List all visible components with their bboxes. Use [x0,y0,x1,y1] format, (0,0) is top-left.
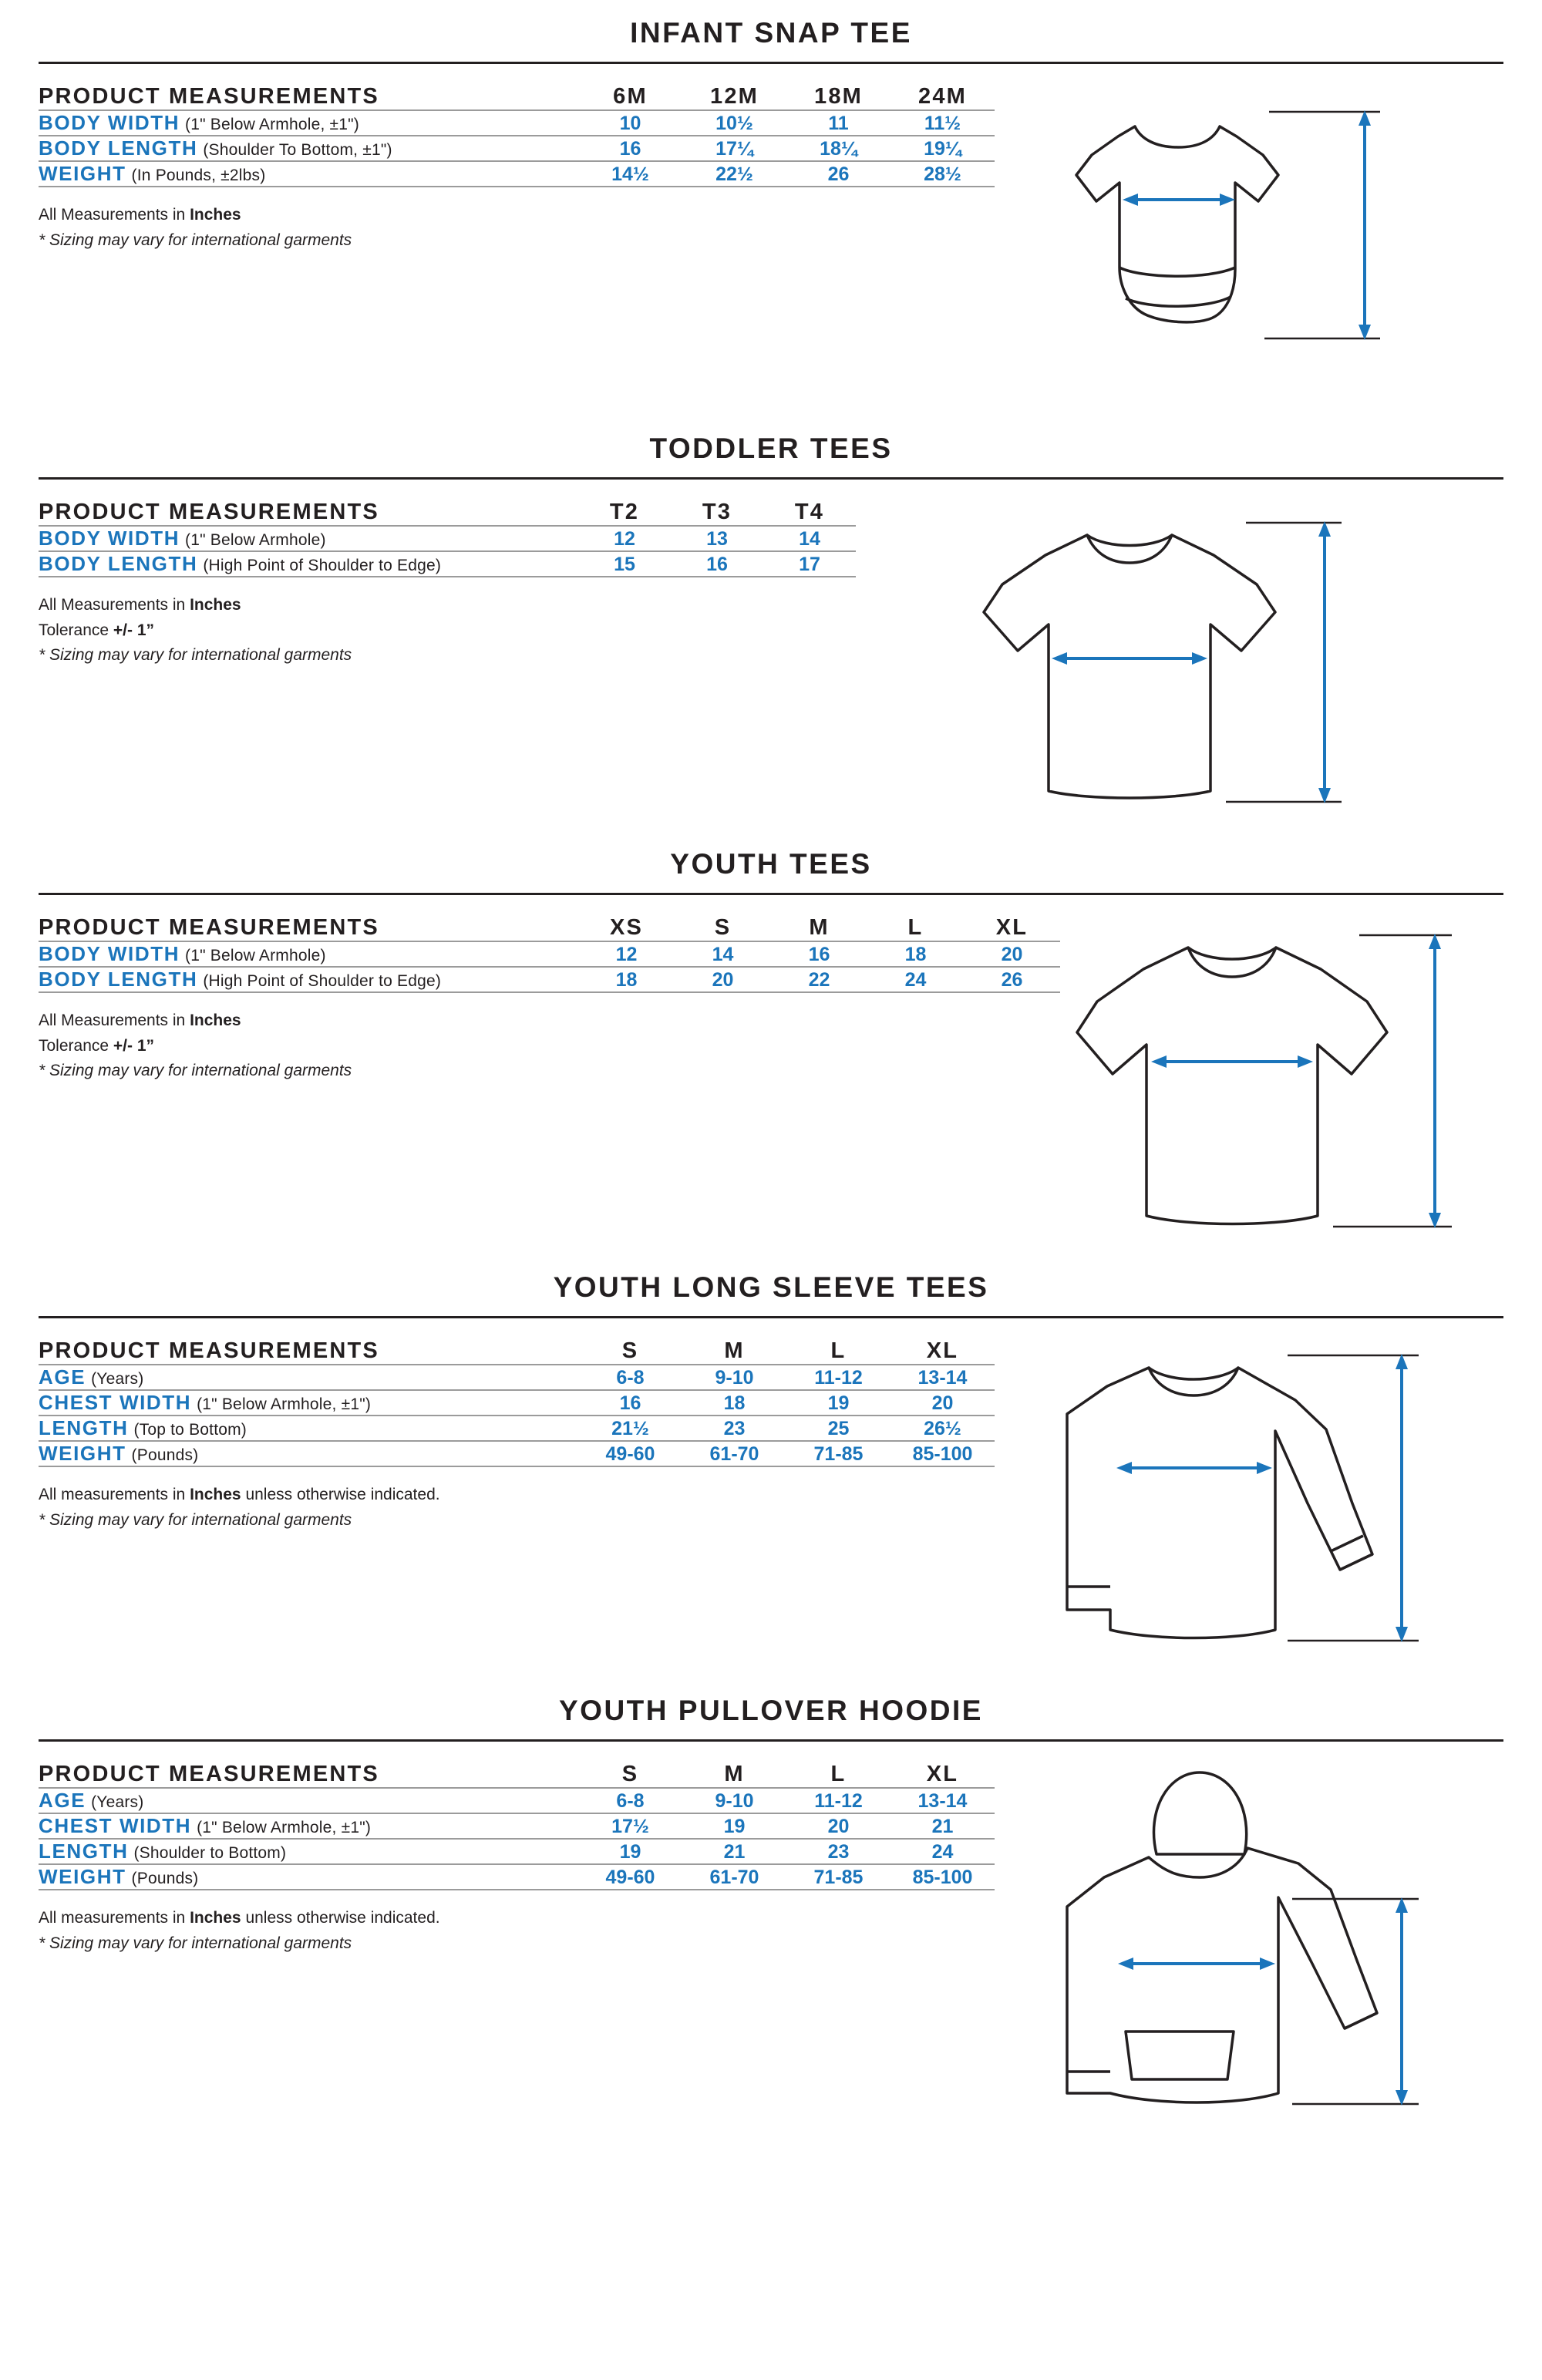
measurement-label [39,526,578,551]
size-column-header: 18M [813,84,863,109]
measurement-value: 21½ [578,1416,682,1441]
measurement-value: 11 [786,110,891,136]
table-row [39,551,856,577]
note-text: All measurements in [39,1909,190,1927]
table-row [39,941,1060,967]
measurement-note: (1" Below Armhole, ±1") [197,1395,372,1413]
measurement-name: BODY LENGTH [39,552,198,575]
size-section [39,1254,1503,1678]
measurement-value: 19 [786,1390,891,1416]
measurement-value: 24 [867,967,964,992]
section-notes [39,1890,995,1956]
measurement-value: 28½ [891,161,995,187]
measurement-name: BODY LENGTH [39,136,198,160]
measurement-label [39,1839,578,1864]
measurement-label [39,551,578,577]
table-row [39,1839,995,1864]
note-text: +/- 1” [113,621,154,639]
measurements-table [39,915,1060,993]
size-section [39,831,1503,1254]
size-column-header: L [907,915,924,940]
note-text: * Sizing may vary for international garments [39,1510,352,1529]
measurement-name: WEIGHT [39,1442,126,1465]
note-text: unless otherwise indicated. [241,1909,440,1927]
measurement-note: (Shoulder to Bottom) [133,1844,287,1862]
measurement-value: 11-12 [786,1788,891,1813]
measurement-label [39,136,578,161]
measurement-label [39,967,578,992]
table-row [39,1416,995,1441]
measurement-value: 23 [682,1416,786,1441]
measurement-name: BODY LENGTH [39,968,198,991]
note-text: Tolerance [39,1036,113,1055]
note-line [39,1483,995,1508]
measurement-value: 18 [867,941,964,967]
measurements-table-wrapper [39,1762,995,1956]
measurement-value: 49-60 [578,1441,682,1466]
section-title: YOUTH LONG SLEEVE TEES [553,1271,989,1303]
measurement-value: 18¼ [786,136,891,161]
measurement-note: (Years) [91,1793,144,1811]
size-section [39,1678,1503,2124]
measurement-value: 20 [891,1390,995,1416]
measurement-value: 16 [578,1390,682,1416]
measurement-value: 20 [964,941,1060,967]
measurement-value: 71-85 [786,1441,891,1466]
measurement-value: 20 [675,967,771,992]
size-column-header: S [621,1338,639,1363]
note-line [39,618,856,644]
measurement-value: 9-10 [682,1788,786,1813]
measurement-value: 26½ [891,1416,995,1441]
measurement-value: 17½ [578,1813,682,1839]
note-line [39,228,995,254]
table-row [39,161,995,187]
section-title: YOUTH PULLOVER HOODIE [559,1695,983,1726]
table-header-label: PRODUCT MEASUREMENTS [39,1338,379,1363]
measurement-value: 10 [578,110,682,136]
measurement-value: 19¼ [891,136,995,161]
measurement-value: 12 [578,941,675,967]
measurement-name: BODY WIDTH [39,942,180,965]
measurement-label [39,1788,578,1813]
table-row [39,1864,995,1890]
measurement-value: 13 [671,526,763,551]
size-column-header: XL [926,1338,959,1363]
garment-figure [1060,915,1503,1254]
youth-pullover-hoodie-diagram [1033,1762,1465,2124]
measurement-value: 17¼ [682,136,786,161]
garment-figure [995,84,1503,416]
measurement-name: CHEST WIDTH [39,1391,192,1414]
measurement-value: 16 [671,551,763,577]
table-header-row [39,1762,995,1788]
measurement-value: 71-85 [786,1864,891,1890]
measurements-table-wrapper [39,500,856,668]
size-column-header: M [724,1762,745,1786]
size-column-header: XL [926,1762,959,1786]
measurement-value: 19 [578,1839,682,1864]
measurements-table [39,500,856,577]
measurement-name: BODY WIDTH [39,527,180,550]
note-text: * Sizing may vary for international garments [39,1934,352,1952]
section-notes [39,577,856,668]
measurement-value: 18 [578,967,675,992]
table-header-label: PRODUCT MEASUREMENTS [39,84,379,109]
size-column-header: 6M [613,84,648,109]
table-header-row [39,500,856,526]
note-text: All measurements in [39,1486,190,1503]
measurement-value: 19 [682,1813,786,1839]
measurement-note: (High Point of Shoulder to Edge) [203,972,442,990]
measurement-value: 16 [578,136,682,161]
measurement-label [39,1390,578,1416]
measurements-table-wrapper [39,84,995,253]
measurements-table [39,1762,995,1890]
measurements-table-wrapper [39,1338,995,1533]
measurement-value: 14½ [578,161,682,187]
measurement-value: 17 [763,551,856,577]
section-title: YOUTH TEES [670,848,872,880]
measurement-value: 13-14 [891,1365,995,1390]
section-notes [39,1467,995,1533]
note-text: Inches [190,596,241,614]
note-line [39,203,995,228]
size-column-header: M [809,915,830,940]
note-text: +/- 1” [113,1036,154,1055]
garment-figure [995,1338,1503,1678]
size-column-header: L [830,1338,847,1363]
measurement-value: 16 [771,941,867,967]
table-row [39,967,1060,992]
measurement-label [39,1416,578,1441]
measurement-value: 14 [763,526,856,551]
measurement-name: WEIGHT [39,162,126,185]
note-text: * Sizing may vary for international garments [39,1062,352,1080]
youth-long-sleeve-tee-diagram [1033,1338,1465,1678]
section-title: TODDLER TEES [649,433,893,464]
measurement-value: 11-12 [786,1365,891,1390]
size-column-header: T2 [609,500,640,524]
size-column-header: T4 [794,500,825,524]
measurement-value: 61-70 [682,1864,786,1890]
measurement-note: (Years) [91,1370,144,1388]
note-text: All Measurements in [39,596,190,614]
measurement-note: (1" Below Armhole) [185,531,326,549]
table-header-row [39,915,1060,941]
measurement-value: 21 [682,1839,786,1864]
measurement-value: 85-100 [891,1441,995,1466]
note-text: Tolerance [39,621,113,639]
measurement-name: BODY WIDTH [39,111,180,134]
measurement-name: LENGTH [39,1416,129,1439]
measurement-note: (Shoulder To Bottom, ±1") [203,141,392,159]
measurement-note: (Pounds) [131,1870,199,1887]
size-column-header: 24M [917,84,967,109]
section-notes [39,187,995,253]
measurement-value: 14 [675,941,771,967]
measurement-name: AGE [39,1789,86,1812]
table-row [39,110,995,136]
measurement-value: 11½ [891,110,995,136]
measurement-note: (In Pounds, ±2lbs) [131,167,266,184]
table-row [39,136,995,161]
table-header-label: PRODUCT MEASUREMENTS [39,500,379,524]
measurement-value: 22 [771,967,867,992]
note-line [39,643,856,668]
note-text: * Sizing may vary for international garments [39,231,352,249]
section-title: INFANT SNAP TEE [630,17,912,49]
note-text: unless otherwise indicated. [241,1486,440,1503]
size-column-header: XS [609,915,644,940]
note-line [39,1906,995,1931]
measurement-value: 20 [786,1813,891,1839]
garment-figure [995,1762,1503,2124]
youth-tee-diagram [1066,915,1498,1254]
table-header-label: PRODUCT MEASUREMENTS [39,915,379,940]
table-header-label: PRODUCT MEASUREMENTS [39,1762,379,1786]
measurement-name: CHEST WIDTH [39,1814,192,1837]
measurement-value: 23 [786,1839,891,1864]
measurement-value: 10½ [682,110,786,136]
measurement-value: 25 [786,1416,891,1441]
measurement-label [39,161,578,187]
table-header-row [39,84,995,110]
measurement-value: 13-14 [891,1788,995,1813]
measurement-value: 22½ [682,161,786,187]
measurement-label [39,110,578,136]
table-row [39,1813,995,1839]
measurement-note: (1" Below Armhole, ±1") [185,116,359,133]
measurement-value: 6-8 [578,1788,682,1813]
measurements-table [39,1338,995,1467]
size-column-header: T3 [702,500,732,524]
measurement-value: 85-100 [891,1864,995,1890]
table-row [39,1390,995,1416]
note-line [39,1931,995,1957]
measurement-note: (1" Below Armhole) [185,947,326,964]
table-row [39,526,856,551]
note-text: All Measurements in [39,1012,190,1029]
measurement-note: (1" Below Armhole, ±1") [197,1819,372,1836]
table-row [39,1441,995,1466]
note-text: * Sizing may vary for international garments [39,646,352,665]
size-column-header: XL [995,915,1029,940]
measurement-value: 21 [891,1813,995,1839]
toddler-tee-diagram [971,500,1388,831]
size-column-header: 12M [709,84,759,109]
sections-container [39,0,1503,2124]
measurement-label [39,1864,578,1890]
note-line [39,593,856,618]
measurements-table-wrapper [39,915,1060,1084]
measurement-value: 49-60 [578,1864,682,1890]
measurement-name: LENGTH [39,1840,129,1863]
note-line [39,1508,995,1533]
size-section [39,0,1503,416]
size-column-header: L [830,1762,847,1786]
note-text: Inches [190,1012,241,1029]
measurements-table [39,84,995,187]
measurement-note: (High Point of Shoulder to Edge) [203,557,442,574]
note-line [39,1034,1060,1059]
measurement-value: 15 [578,551,671,577]
size-column-header: S [621,1762,639,1786]
measurement-value: 9-10 [682,1365,786,1390]
measurement-name: AGE [39,1365,86,1389]
measurement-value: 26 [786,161,891,187]
note-line [39,1008,1060,1034]
measurement-label [39,1365,578,1390]
table-header-row [39,1338,995,1365]
size-column-header: S [714,915,732,940]
garment-figure [856,500,1503,831]
section-notes [39,993,1060,1084]
measurement-label [39,1813,578,1839]
table-row [39,1788,995,1813]
size-section [39,416,1503,831]
infant-snap-tee-diagram [1049,84,1449,416]
measurement-value: 12 [578,526,671,551]
note-text: Inches [190,206,241,224]
measurement-label [39,1441,578,1466]
measurement-name: WEIGHT [39,1865,126,1888]
note-text: Inches [190,1909,241,1927]
measurement-label [39,941,578,967]
note-text: All Measurements in [39,206,190,224]
measurement-note: (Top to Bottom) [133,1421,247,1439]
measurement-value: 18 [682,1390,786,1416]
measurement-note: (Pounds) [131,1446,199,1464]
measurement-value: 61-70 [682,1441,786,1466]
measurement-value: 24 [891,1839,995,1864]
measurement-value: 6-8 [578,1365,682,1390]
size-column-header: M [724,1338,745,1363]
note-text: Inches [190,1486,241,1503]
note-line [39,1059,1060,1084]
table-row [39,1365,995,1390]
measurement-value: 26 [964,967,1060,992]
